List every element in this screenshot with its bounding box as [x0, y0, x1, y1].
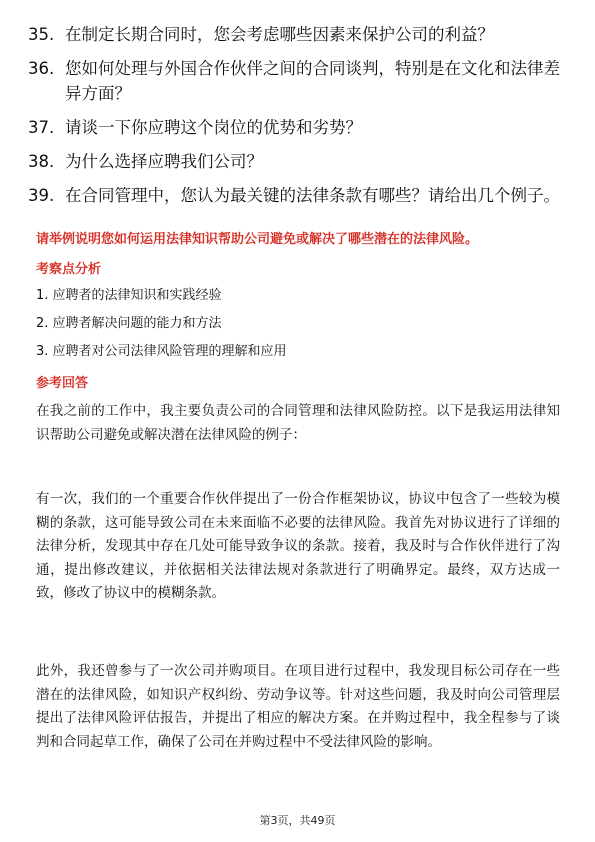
question-item: [28, 115, 568, 140]
question-number: 36.: [28, 59, 55, 78]
page-footer: 第3页，共49页: [259, 814, 336, 827]
question-item: [28, 22, 568, 47]
analysis-heading: 考察点分析: [36, 262, 102, 277]
question-number: 38.: [28, 152, 55, 171]
question-item: [28, 56, 568, 106]
answer-paragraph: 有一次，我们的一个重要合作伙伴提出了一份合作框架协议，协议中包含了一些较为模糊的条款，这可能导致公司在未来面临不必要的法律风险。我首先对协议进行了详细的法律分析，发现其中存在几处可能导致争议的条款。接着，我及时与合作伙伴进行了沟通，提出修改建议，并依据相关法律法规对条款进行了明确界定。最终，双方达成一致，修改了协议中的模糊条款。: [36, 491, 560, 601]
question-item: [28, 149, 568, 174]
answer-paragraph: 此外，我还曾参与了一次公司并购项目。在项目进行过程中，我发现目标公司存在一些潜在的法律风险，如知识产权纠纷、劳动争议等。针对这些问题，我及时向公司管理层提出了法律风险评估报告，并提出了相应的解决方案。在并购过程中，我全程参与了谈判和合同起草工作，确保了公司在并购过程中不受法律风险的影响。: [36, 663, 560, 750]
answer-paragraph: 在我之前的工作中，我主要负责公司的合同管理和法律风险防控。以下是我运用法律知识帮助公司避免或解决潜在法律风险的例子：: [36, 403, 560, 443]
analysis-item: 1. 应聘者的法律知识和实践经验: [36, 288, 222, 303]
question-number: 37.: [28, 118, 55, 137]
question-text: 为什么选择应聘我们公司？: [65, 152, 263, 171]
reference-heading: 参考回答: [36, 376, 89, 391]
question-list: [28, 22, 568, 217]
question-item: [28, 183, 568, 208]
question-text: 在制定长期合同时，您会考虑哪些因素来保护公司的利益？: [65, 25, 494, 44]
question-text: 您如何处理与外国合作伙伴之间的合同谈判，特别是在文化和法律差异方面？: [65, 59, 560, 103]
question-text: 在合同管理中，您认为最关键的法律条款有哪些？请给出几个例子。: [65, 186, 560, 205]
focus-question: 请举例说明您如何运用法律知识帮助公司避免或解决了哪些潜在的法律风险。: [36, 232, 479, 247]
analysis-item: 3. 应聘者对公司法律风险管理的理解和应用: [36, 344, 287, 359]
question-number: 35.: [28, 25, 55, 44]
question-text: 请谈一下你应聘这个岗位的优势和劣势？: [65, 118, 362, 137]
question-number: 39.: [28, 186, 55, 205]
analysis-item: 2. 应聘者解决问题的能力和方法: [36, 316, 222, 331]
